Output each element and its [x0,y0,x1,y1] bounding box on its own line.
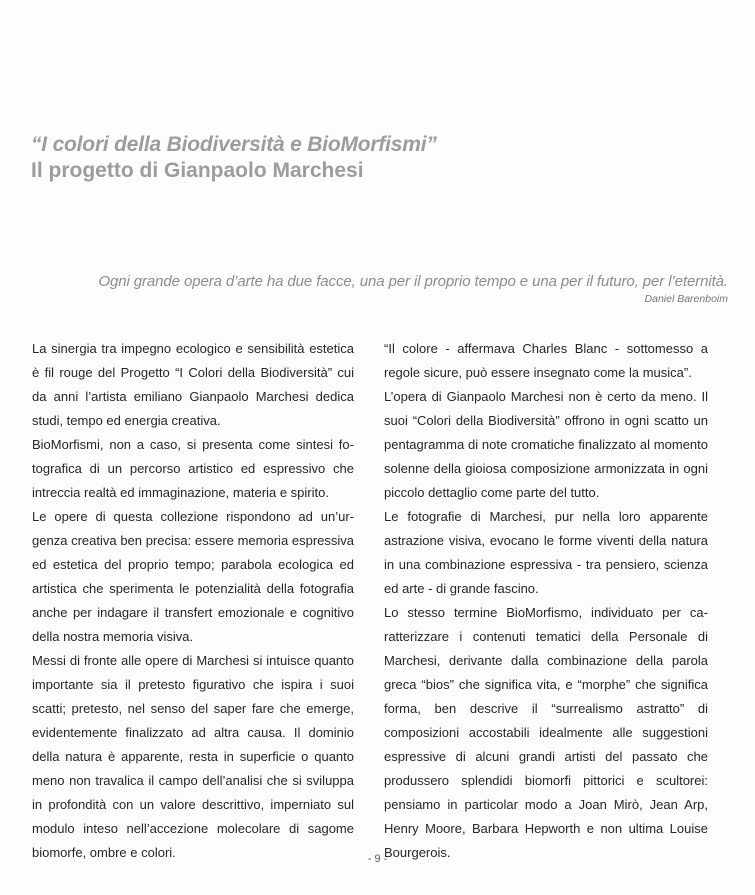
article-title [31,132,437,184]
title-main: “I colori della Biodiversità e BioMorfismi” [31,133,437,156]
paragraph: La sinergia tra impegno ecologico e sensibilità estetica è fil rouge del Progetto “I Colori della Biodiversità” cui da anni l’artista emiliano Gianpaolo Marchesi dedica studi, tempo ed energia creativa. [32,341,354,428]
left-column [32,337,354,865]
page-number: - 9 - [367,853,388,865]
paragraph: BioMorfismi, non a caso, si presenta come sintesi fotografica di un percorso artistico ed espressivo che intreccia realtà ed immaginazione, materia e spirito. [32,437,354,500]
paragraph: Le fotografie di Marchesi, pur nella loro apparente astrazione visiva, evocano le forme viventi della natura in una combinazione espressiva - tra pensiero, scienza ed arte - di grande fascino. [384,509,708,596]
paragraph: Lo stesso termine BioMorfismo, individuato per caratterizzare i contenuti tematici della Personale di Marchesi, derivante dalla combinazione della parola greca “bios” che significa vita, e “morphe” che significa forma, ben descrive il “surrealismo astratto” di composizioni accostabili idealmente alle suggestioni espressive di alcuni grandi artisti del passato che produssero splendidi biomorfi pittorici e scultorei: pensiamo in particolar modo a Joan Mirò, Jean Arp, Henry Moore, Barbara Hepworth e non ultima Louise Bourgerois. [384,605,708,860]
right-column [384,337,708,865]
paragraph: L’opera di Gianpaolo Marchesi non è certo da meno. Il suoi “Colori della Biodiversità” offrono in ogni scatto un pentagramma di note cromatiche finalizzato al momento solenne della gioiosa composizione armonizzata in ogni piccolo dettaglio come parte del tutto. [384,389,708,500]
paragraph: “Il colore - affermava Charles Blanc - sottomesso a regole sicure, può essere insegnato come la musica”. [384,341,708,380]
paragraph: Le opere di questa collezione rispondono ad un’urgenza creativa ben precisa: essere memoria espressiva ed estetica del proprio tempo; parabola ecologica ed artistica che sperimenta le potenzialità della fotografia anche per indagare il transfert emozionale e cognitivo della nostra memoria visiva. [32,509,354,644]
paragraph: Messi di fronte alle opere di Marchesi si intuisce quanto importante sia il pretesto figurativo che ispira i suoi scatti; pretesto, nel senso del saper fare che emerge, evidentemente finalizzato ad altra causa. Il dominio della natura è apparente, resta in superficie o quanto meno non travalica il campo dell’analisi che si sviluppa in profondità con un valore descrittivo, imperniato sul modulo inteso nell’accezione molecolare di sagome biomorfe, ombre e colori. [32,653,354,860]
epigraph-quote: Ogni grande opera d’arte ha due facce, una per il proprio tempo e una per il futuro, per l’eternità. [98,273,728,290]
epigraph [30,272,728,306]
epigraph-author: Daniel Barenboim [644,293,728,305]
title-subtitle: Il progetto di Gianpaolo Marchesi [31,159,364,182]
